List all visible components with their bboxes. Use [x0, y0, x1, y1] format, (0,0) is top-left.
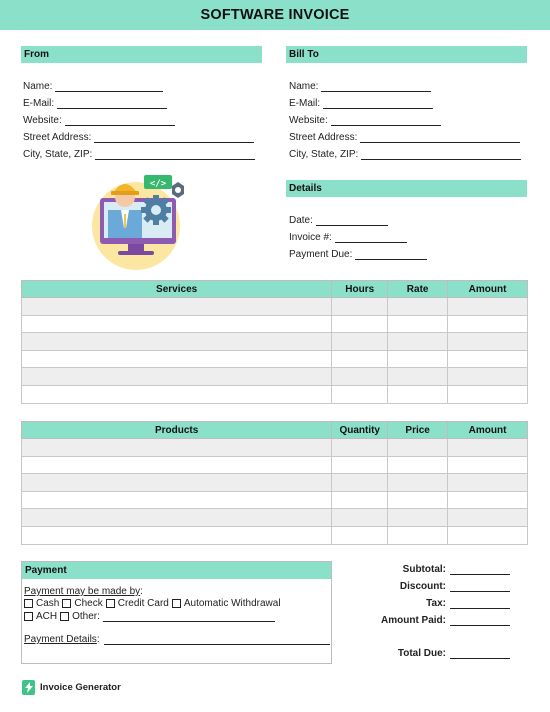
payment-box [21, 561, 332, 664]
table-row[interactable] [22, 474, 528, 492]
table-row[interactable] [22, 456, 528, 474]
table-row[interactable] [22, 333, 528, 351]
other-input-line[interactable] [103, 612, 275, 622]
discount-field[interactable]: Discount: [400, 581, 510, 592]
title-bar [0, 0, 550, 30]
amount-col-header: Amount [448, 281, 528, 298]
engineer-tie [124, 214, 126, 228]
other-checkbox[interactable]: Other: [60, 611, 100, 622]
table-row[interactable] [22, 439, 528, 457]
rate-col-header: Rate [388, 281, 448, 298]
details-heading: Details [286, 180, 527, 197]
hard-hat-brim [111, 191, 139, 195]
table-row[interactable] [22, 491, 528, 509]
credit-card-checkbox[interactable]: Credit Card [106, 598, 169, 609]
bill-to-heading: Bill To [286, 46, 527, 63]
bill-website-field[interactable]: Website: [289, 115, 441, 126]
table-row[interactable] [22, 509, 528, 527]
from-email-field[interactable]: E-Mail: [23, 98, 167, 109]
bill-name-field[interactable]: Name: [289, 81, 431, 92]
code-tag-icon: </> [149, 179, 167, 189]
table-row[interactable] [22, 350, 528, 368]
services-table [21, 280, 528, 404]
table-row[interactable] [22, 526, 528, 544]
services-col-header: Services [22, 281, 332, 298]
products-col-header: Products [22, 422, 332, 439]
amount-col-header: Amount [448, 422, 528, 439]
amount-paid-field[interactable]: Amount Paid: [381, 615, 510, 626]
payment-options-row-1 [24, 598, 284, 609]
monitor-base [118, 251, 154, 255]
from-heading: From [21, 46, 262, 63]
bill-city-field[interactable]: City, State, ZIP: [289, 149, 521, 160]
products-table [21, 421, 528, 545]
lightning-bolt-icon [22, 680, 35, 695]
ach-checkbox[interactable]: ACH [24, 611, 57, 622]
cash-checkbox[interactable]: Cash [24, 598, 59, 609]
payment-details-field[interactable]: Payment Details : [24, 634, 330, 645]
check-checkbox[interactable]: Check [62, 598, 102, 609]
quantity-col-header: Quantity [332, 422, 388, 439]
details-invoice-field[interactable]: Invoice #: [289, 232, 407, 243]
automatic-withdrawal-checkbox[interactable]: Automatic Withdrawal [172, 598, 281, 609]
total-due-field[interactable]: Total Due: [398, 648, 510, 659]
gear-icon [141, 195, 171, 225]
bill-email-field[interactable]: E-Mail: [289, 98, 433, 109]
from-city-field[interactable]: City, State, ZIP: [23, 149, 255, 160]
table-row[interactable] [22, 298, 528, 316]
table-row[interactable] [22, 385, 528, 403]
details-due-field[interactable]: Payment Due: [289, 249, 427, 260]
details-date-field[interactable]: Date: [289, 215, 388, 226]
price-col-header: Price [388, 422, 448, 439]
subtotal-field[interactable]: Subtotal: [403, 564, 510, 575]
brand-name: Invoice Generator [40, 682, 121, 693]
page-title: SOFTWARE INVOICE [200, 7, 350, 23]
payment-intro: Payment may be made by: [24, 586, 143, 597]
bill-street-field[interactable]: Street Address: [289, 132, 520, 143]
payment-heading: Payment [22, 562, 331, 579]
from-name-field[interactable]: Name: [23, 81, 163, 92]
table-row[interactable] [22, 315, 528, 333]
payment-options-row-2 [24, 611, 275, 622]
payment-details-line[interactable] [104, 635, 330, 645]
from-website-field[interactable]: Website: [23, 115, 175, 126]
tax-field[interactable]: Tax: [426, 598, 510, 609]
software-engineer-illustration [88, 166, 188, 274]
table-row[interactable] [22, 368, 528, 386]
hours-col-header: Hours [332, 281, 388, 298]
footer-logo[interactable] [22, 680, 121, 695]
monitor-neck [128, 244, 144, 252]
from-street-field[interactable]: Street Address: [23, 132, 254, 143]
